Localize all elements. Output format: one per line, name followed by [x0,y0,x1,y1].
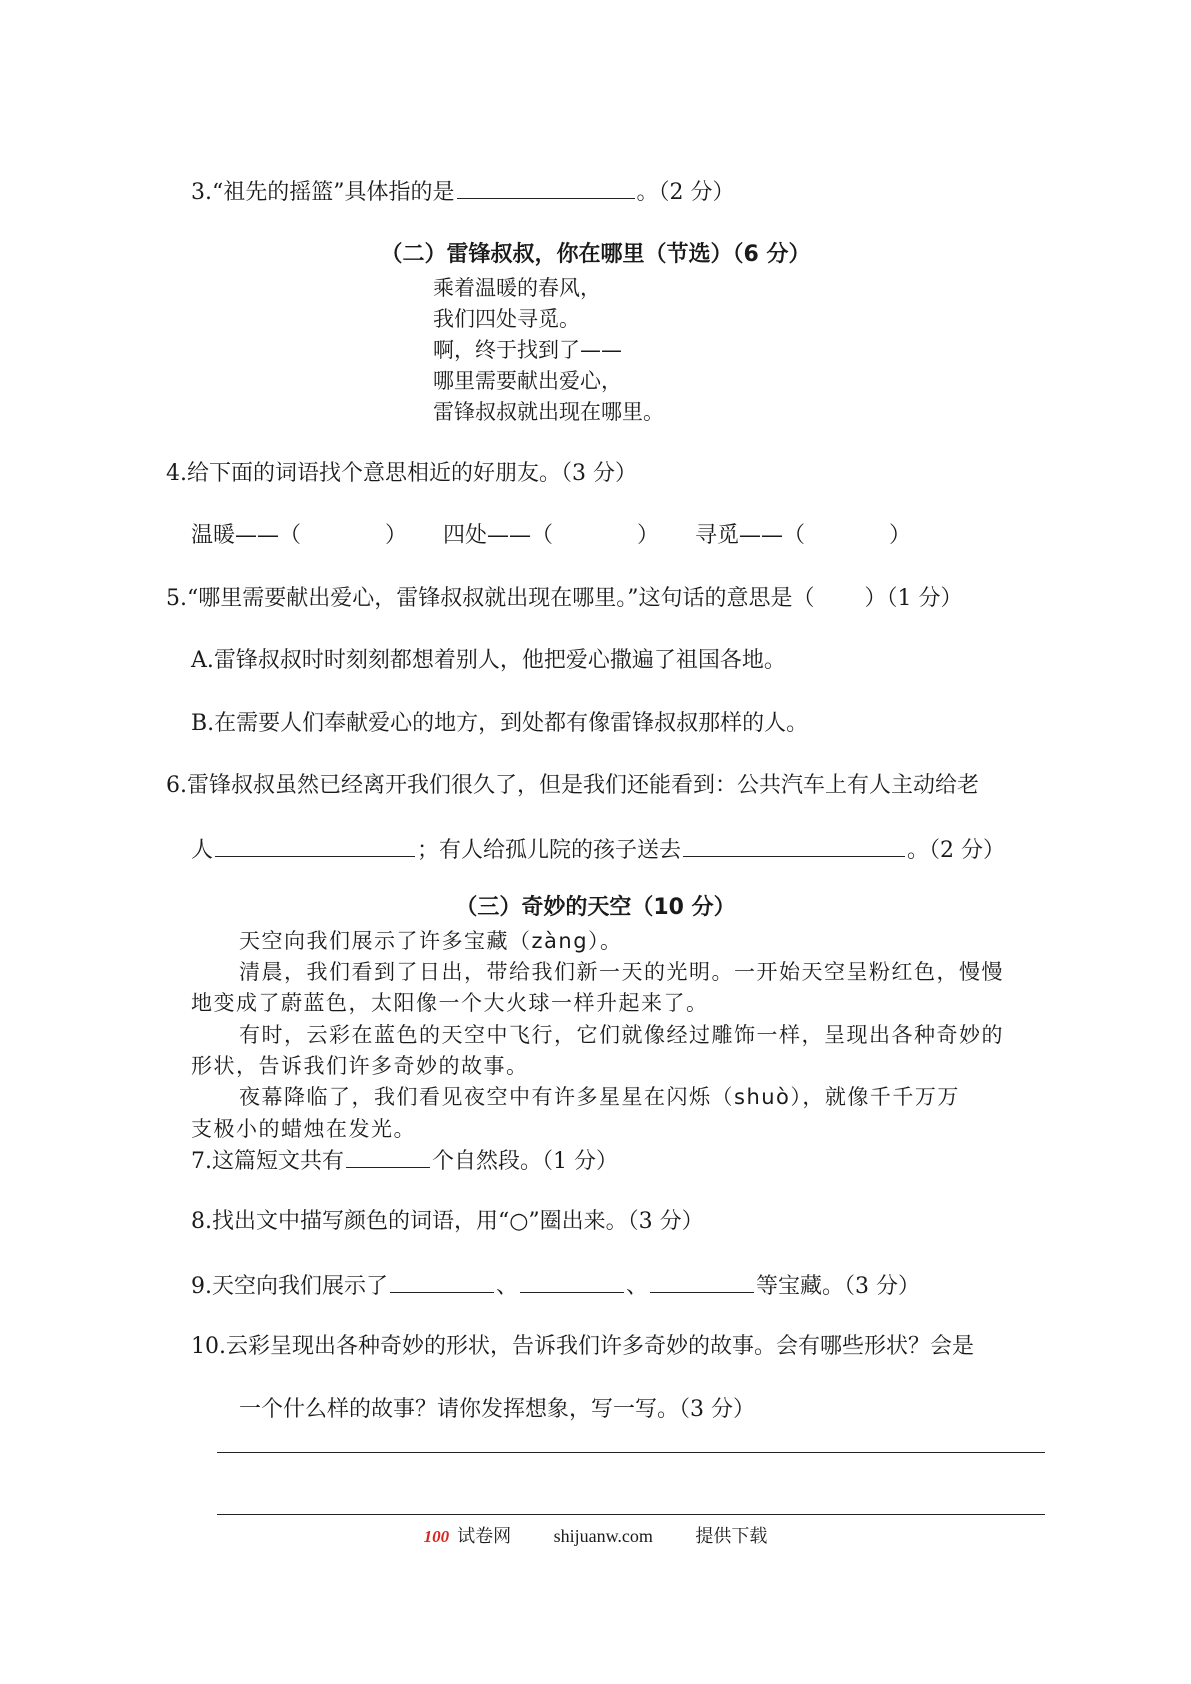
question-10: 10.云彩呈现出各种奇妙的形状，告诉我们许多奇妙的故事。会有哪些形状？会是 [191,1334,974,1359]
footer-domain[interactable]: shijuanw.com [553,1526,653,1546]
passage-line: 夜幕降临了，我们看见夜空中有许多星星在闪烁（shuò），就像千千万万 [239,1085,960,1109]
passage-line: 支极小的蜡烛在发光。 [191,1117,416,1141]
passage-line: 天空向我们展示了许多宝藏（zàng）。 [239,929,623,953]
answer-line[interactable] [217,1452,1045,1453]
question-3: 3.“祖先的摇篮”具体指的是 。（2 分） [191,176,735,208]
q5-option-b: B.在需要人们奉献爱心的地方，到处都有像雷锋叔叔那样的人。 [191,711,809,736]
question-9: 9.天空向我们展示了 、 、 等宝藏。（3 分） [191,1270,920,1302]
q4-item-3: 寻觅——（ ） [695,523,912,548]
answer-blank[interactable] [390,1270,494,1293]
footer-note: 提供下载 [695,1526,768,1546]
question-6-line-2: 人 ；有人给孤儿院的孩子送去 。（2 分） [191,834,1005,866]
footer-site: 试卷网 [457,1526,512,1546]
poem-line: 哪里需要献出爱心， [433,369,622,393]
passage-line: 形状，告诉我们许多奇妙的故事。 [191,1054,529,1078]
answer-blank[interactable] [520,1270,624,1293]
poem-line: 乘着温暖的春风， [433,276,601,300]
question-6: 6.雷锋叔叔虽然已经离开我们很久了，但是我们还能看到：公共汽车上有人主动给老 [166,773,979,798]
passage-line: 地变成了蔚蓝色，太阳像一个大火球一样升起来了。 [191,991,709,1015]
logo-mark: 100 [423,1527,450,1546]
passage-line: 清晨，我们看到了日出，带给我们新一天的光明。一开始天空呈粉红色，慢慢 [239,960,1004,984]
answer-blank[interactable] [346,1145,430,1168]
poem-line: 雷锋叔叔就出现在哪里。 [433,400,664,424]
q5-option-a: A.雷锋叔叔时时刻刻都想着别人，他把爱心撒遍了祖国各地。 [191,648,786,673]
question-8: 8.找出文中描写颜色的词语，用“○”圈出来。（3 分） [191,1209,704,1234]
answer-blank[interactable] [683,834,905,857]
answer-line[interactable] [217,1514,1045,1515]
answer-blank[interactable] [650,1270,754,1293]
answer-blank[interactable] [457,176,635,199]
question-10-line-2: 一个什么样的故事？请你发挥想象，写一写。（3 分） [239,1397,755,1422]
poem-line: 啊，终于找到了—— [433,338,622,362]
question-4: 4.给下面的词语找个意思相近的好朋友。（3 分） [166,461,637,486]
section-3-title: （三）奇妙的天空（10 分） [455,895,736,920]
footer [0,1523,1191,1550]
section-2-title: （二）雷锋叔叔，你在哪里（节选）（6 分） [380,242,811,267]
q4-item-1: 温暖——（ ） [191,523,408,548]
passage-line: 有时，云彩在蓝色的天空中飞行，它们就像经过雕饰一样，呈现出各种奇妙的 [239,1023,1004,1047]
q4-item-2: 四处——（ ） [443,523,660,548]
answer-blank[interactable] [215,834,415,857]
question-7: 7.这篇短文共有 个自然段。（1 分） [191,1145,618,1177]
poem-line: 我们四处寻觅。 [433,307,580,331]
question-5: 5.“哪里需要献出爱心，雷锋叔叔就出现在哪里。”这句话的意思是（ ）（1 分） [166,586,963,611]
